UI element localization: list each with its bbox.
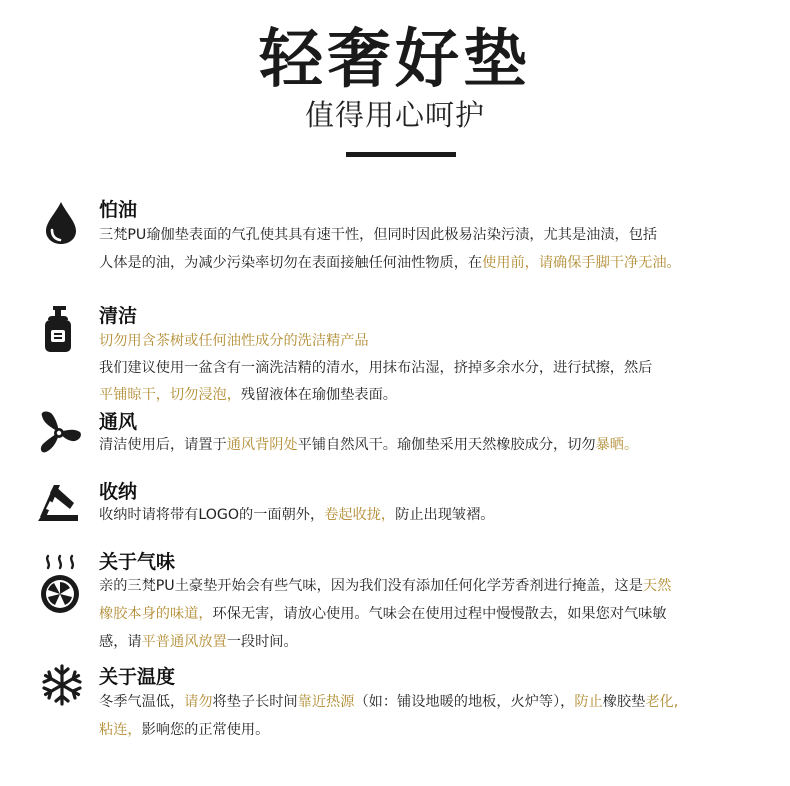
snowflake-icon bbox=[40, 663, 84, 707]
section-line bbox=[99, 385, 397, 405]
body-text: 清洁使用后，请置于 bbox=[99, 437, 227, 453]
highlighted-text: 平铺晾干，切勿浸泡， bbox=[99, 387, 241, 403]
section-line bbox=[99, 632, 298, 652]
smell-icon bbox=[38, 554, 82, 616]
fan-icon bbox=[36, 410, 82, 458]
highlighted-text: 靠近热源 bbox=[297, 694, 355, 710]
highlighted-text: 防止 bbox=[574, 694, 603, 710]
page-title: 轻奢好垫 bbox=[259, 23, 531, 97]
highlighted-text: 粘连， bbox=[99, 722, 142, 738]
body-text: 人体是的油，为减少污染率切勿在表面接触任何油性物质，在 bbox=[99, 255, 483, 271]
body-text: 影响您的正常使用。 bbox=[141, 722, 270, 738]
body-text: 防止出现皱褶。 bbox=[395, 507, 495, 523]
title-divider bbox=[346, 152, 456, 157]
body-text: 橡胶垫 bbox=[602, 694, 646, 710]
section-line bbox=[99, 225, 657, 245]
section-line bbox=[99, 576, 671, 596]
body-text: 三梵PU瑜伽垫表面的气孔使其具有速干性，但同时因此极易沾染污渍，尤其是油渍，包括 bbox=[99, 227, 658, 243]
rolled-mat-icon bbox=[36, 481, 80, 523]
body-text: （如：铺设地暖的地板，火炉等）， bbox=[354, 694, 575, 710]
section-title-ventilate: 通风 bbox=[99, 411, 138, 433]
body-text: 将垫子长时间 bbox=[212, 694, 298, 710]
section-line bbox=[99, 604, 667, 624]
body-text: 亲的三梵PU土豪垫开始会有些气味，因为我们没有添加任何化学芳香剂进行掩盖，这是 bbox=[99, 578, 643, 594]
body-text: 我们建议使用一盆含有一滴洗洁精的清水，用抹布沾湿，挤掉多余水分，进行拭擦，然后 bbox=[99, 360, 653, 376]
section-line bbox=[99, 331, 369, 351]
highlighted-text: 卷起收拢， bbox=[324, 507, 396, 523]
section-line bbox=[99, 253, 681, 273]
section-line bbox=[99, 435, 638, 455]
highlighted-text: 使用前，请确保手脚干净无油。 bbox=[482, 255, 681, 271]
section-line bbox=[99, 720, 269, 740]
section-title-storage: 收纳 bbox=[99, 481, 138, 503]
highlighted-text: 橡胶本身的味道， bbox=[99, 606, 213, 622]
body-text: 一段时间。 bbox=[226, 634, 298, 650]
body-text: 冬季气温低， bbox=[99, 694, 185, 710]
body-text: 平铺自然风干。瑜伽垫采用天然橡胶成分，切勿 bbox=[297, 437, 596, 453]
body-text: 环保无害，请放心使用。气味会在使用过程中慢慢散去，如果您对气味敏 bbox=[212, 606, 667, 622]
section-title-clean: 清洁 bbox=[99, 305, 138, 327]
highlighted-text: 天然 bbox=[642, 578, 672, 594]
body-text: 感，请 bbox=[99, 634, 142, 650]
section-title-oil: 怕油 bbox=[99, 199, 138, 221]
highlighted-text: 老化, bbox=[645, 694, 679, 710]
section-title-temperature: 关于温度 bbox=[99, 666, 176, 688]
oil-drop-icon bbox=[42, 200, 80, 246]
highlighted-text: 通风背阴处 bbox=[226, 437, 298, 453]
highlighted-text: 平普通风放置 bbox=[141, 634, 227, 650]
soap-bottle-icon bbox=[42, 306, 74, 354]
section-line bbox=[99, 358, 652, 378]
page-subtitle: 值得用心呵护 bbox=[304, 98, 485, 132]
section-title-smell: 关于气味 bbox=[99, 551, 176, 573]
section-line bbox=[99, 505, 494, 525]
body-text: 收纳时请将带有LOGO的一面朝外， bbox=[99, 507, 325, 523]
section-line bbox=[99, 692, 678, 712]
highlighted-text: 暴晒。 bbox=[595, 437, 639, 453]
body-text: 残留液体在瑜伽垫表面。 bbox=[240, 387, 397, 403]
highlighted-text: 切勿用含茶树或任何油性成分的洗洁精产品 bbox=[99, 333, 369, 349]
highlighted-text: 请勿 bbox=[184, 694, 213, 710]
